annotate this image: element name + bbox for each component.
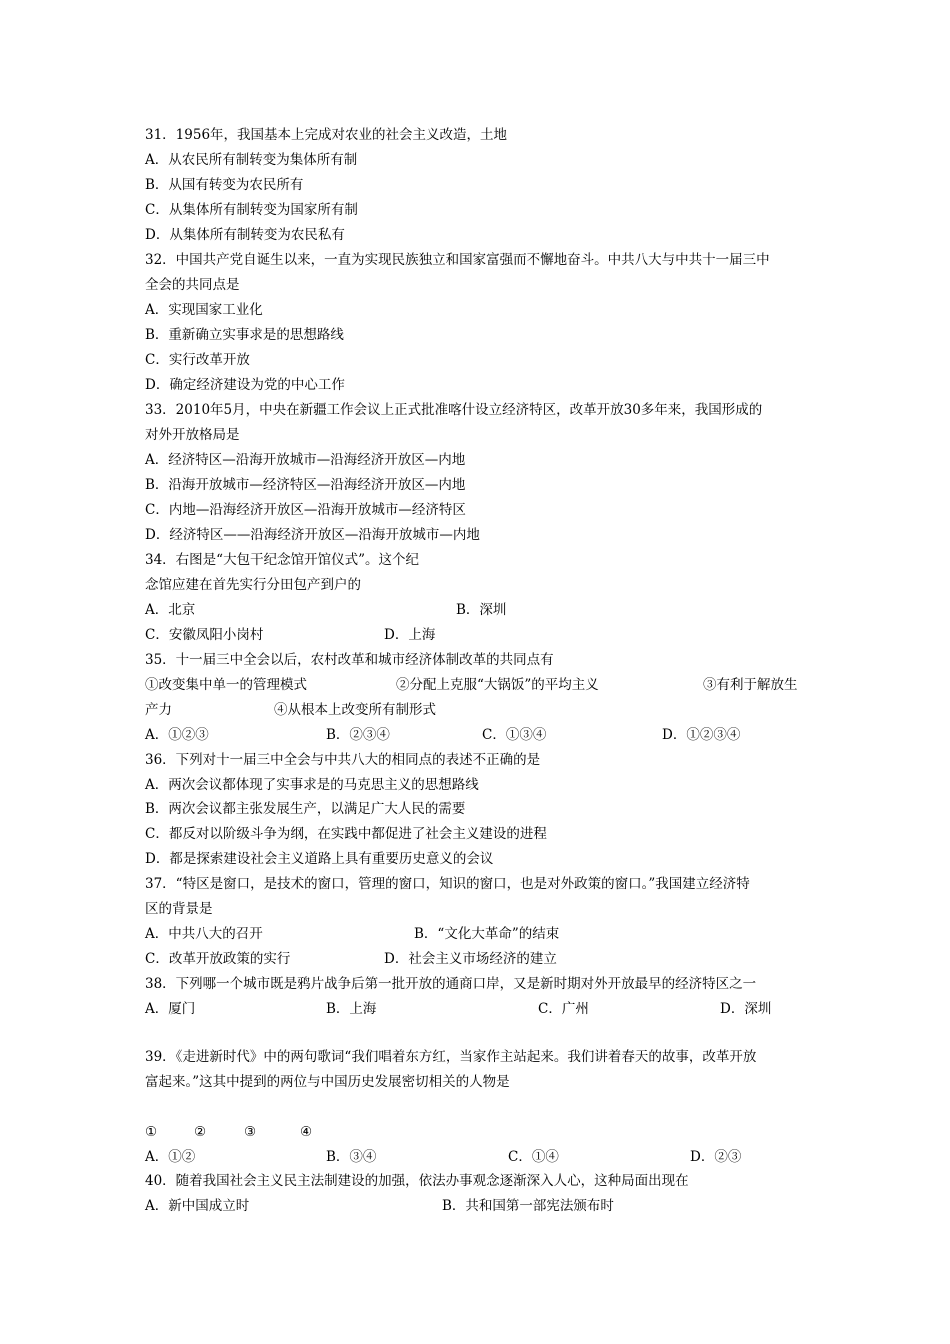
q31-option-d: D．从集体所有制转变为农民私有 xyxy=(145,227,345,243)
q35-option-c: C．①③④ xyxy=(482,727,547,743)
q35-item-3: ③有利于解放生 xyxy=(703,677,798,693)
q34-option-c: C．安徽凤阳小岗村 xyxy=(145,627,264,643)
q36-option-c: C．都反对以阶级斗争为纲，在实践中都促进了社会主义建设的进程 xyxy=(145,826,547,842)
q39-option-d: D．②③ xyxy=(690,1149,742,1165)
q32-option-c: C．实行改革开放 xyxy=(145,352,250,368)
q39-stem-line1: 39．《走进新时代》中的两句歌词“我们唱着东方红，当家作主站起来。我们讲着春天的故事，改革开放 xyxy=(145,1049,757,1065)
q38-option-b: B．上海 xyxy=(326,1001,377,1017)
q35-item-2: ②分配上克服“大锅饭”的平均主义 xyxy=(396,677,599,693)
q32-option-a: A．实现国家工业化 xyxy=(145,302,263,318)
q36-stem: 36．下列对十一届三中全会与中共八大的相同点的表述不正确的是 xyxy=(145,752,541,768)
q33-option-a: A．经济特区—沿海开放城市—沿海经济开放区—内地 xyxy=(145,452,466,468)
q31-stem: 31．1956年，我国基本上完成对农业的社会主义改造，土地 xyxy=(145,127,508,143)
q34-option-a: A．北京 xyxy=(145,602,196,618)
q38-option-d: D．深圳 xyxy=(720,1001,772,1017)
q32-stem-line2: 全会的共同点是 xyxy=(145,277,240,293)
q37-stem-line1: 37．“特区是窗口，是技术的窗口，管理的窗口，知识的窗口，也是对外政策的窗口。”我国建立经济特 xyxy=(145,876,750,892)
q35-item-4: ④从根本上改变所有制形式 xyxy=(274,702,436,718)
q32-option-b: B．重新确立实事求是的思想路线 xyxy=(145,327,344,343)
q37-option-d: D．社会主义市场经济的建立 xyxy=(384,951,557,967)
q34-stem-line2: 念馆应建在首先实行分田包产到户的 xyxy=(145,577,361,593)
q38-stem: 38．下列哪一个城市既是鸦片战争后第一批开放的通商口岸，又是新时期对外开放最早的经济特区之一 xyxy=(145,976,757,992)
q39-figure-label-2: ② xyxy=(194,1124,207,1140)
q39-option-a: A．①② xyxy=(145,1149,196,1165)
q39-figure-label-4: ④ xyxy=(300,1124,313,1140)
q36-option-a: A．两次会议都体现了实事求是的马克思主义的思想路线 xyxy=(145,777,479,793)
q37-option-c: C．改革开放政策的实行 xyxy=(145,951,291,967)
q33-stem-line1: 33．2010年5月，中央在新疆工作会议上正式批准喀什设立经济特区，改革开放30多年来，我国形成的 xyxy=(145,402,763,418)
q38-option-a: A．厦门 xyxy=(145,1001,196,1017)
q39-figure-label-1: ① xyxy=(145,1124,158,1140)
q33-option-c: C．内地—沿海经济开放区—沿海开放城市—经济特区 xyxy=(145,502,466,518)
q40-option-a: A．新中国成立时 xyxy=(145,1198,250,1214)
q32-stem-line1: 32．中国共产党自诞生以来，一直为实现民族独立和国家富强而不懈地奋斗。中共八大与中共十一届三中 xyxy=(145,252,770,268)
q39-option-b: B．③④ xyxy=(326,1149,377,1165)
q33-stem-line2: 对外开放格局是 xyxy=(145,427,240,443)
q37-stem-line2: 区的背景是 xyxy=(145,901,213,917)
q39-option-c: C．①④ xyxy=(508,1149,559,1165)
q35-option-b: B．②③④ xyxy=(326,727,390,743)
q35-item-3-cont: 产力 xyxy=(145,702,172,718)
q37-option-a: A．中共八大的召开 xyxy=(145,926,263,942)
q35-item-1: ①改变集中单一的管理模式 xyxy=(145,677,307,693)
q31-option-b: B．从国有转变为农民所有 xyxy=(145,177,304,193)
q38-option-c: C．广州 xyxy=(538,1001,589,1017)
q39-figure-label-3: ③ xyxy=(244,1124,257,1140)
q31-option-a: A．从农民所有制转变为集体所有制 xyxy=(145,152,358,168)
q40-stem: 40．随着我国社会主义民主法制建设的加强，依法办事观念逐渐深入人心，这种局面出现在 xyxy=(145,1173,689,1189)
q37-option-b: B．“文化大革命”的结束 xyxy=(414,926,560,942)
q33-option-d: D．经济特区——沿海经济开放区—沿海开放城市—内地 xyxy=(145,527,480,543)
q36-option-d: D．都是探索建设社会主义道路上具有重要历史意义的会议 xyxy=(145,851,494,867)
q35-stem: 35．十一届三中全会以后，农村改革和城市经济体制改革的共同点有 xyxy=(145,652,554,668)
q35-option-a: A．①②③ xyxy=(145,727,209,743)
q33-option-b: B．沿海开放城市—经济特区—沿海经济开放区—内地 xyxy=(145,477,466,493)
q36-option-b: B．两次会议都主张发展生产，以满足广大人民的需要 xyxy=(145,801,466,817)
q40-option-b: B．共和国第一部宪法颁布时 xyxy=(442,1198,614,1214)
q35-option-d: D．①②③④ xyxy=(662,727,741,743)
q34-option-b: B．深圳 xyxy=(456,602,507,618)
q31-option-c: C．从集体所有制转变为国家所有制 xyxy=(145,202,358,218)
q34-option-d: D．上海 xyxy=(384,627,436,643)
q34-stem-line1: 34．右图是“大包干纪念馆开馆仪式”。这个纪 xyxy=(145,552,419,568)
q39-stem-line2: 富起来。”这其中提到的两位与中国历史发展密切相关的人物是 xyxy=(145,1074,510,1090)
q32-option-d: D．确定经济建设为党的中心工作 xyxy=(145,377,345,393)
